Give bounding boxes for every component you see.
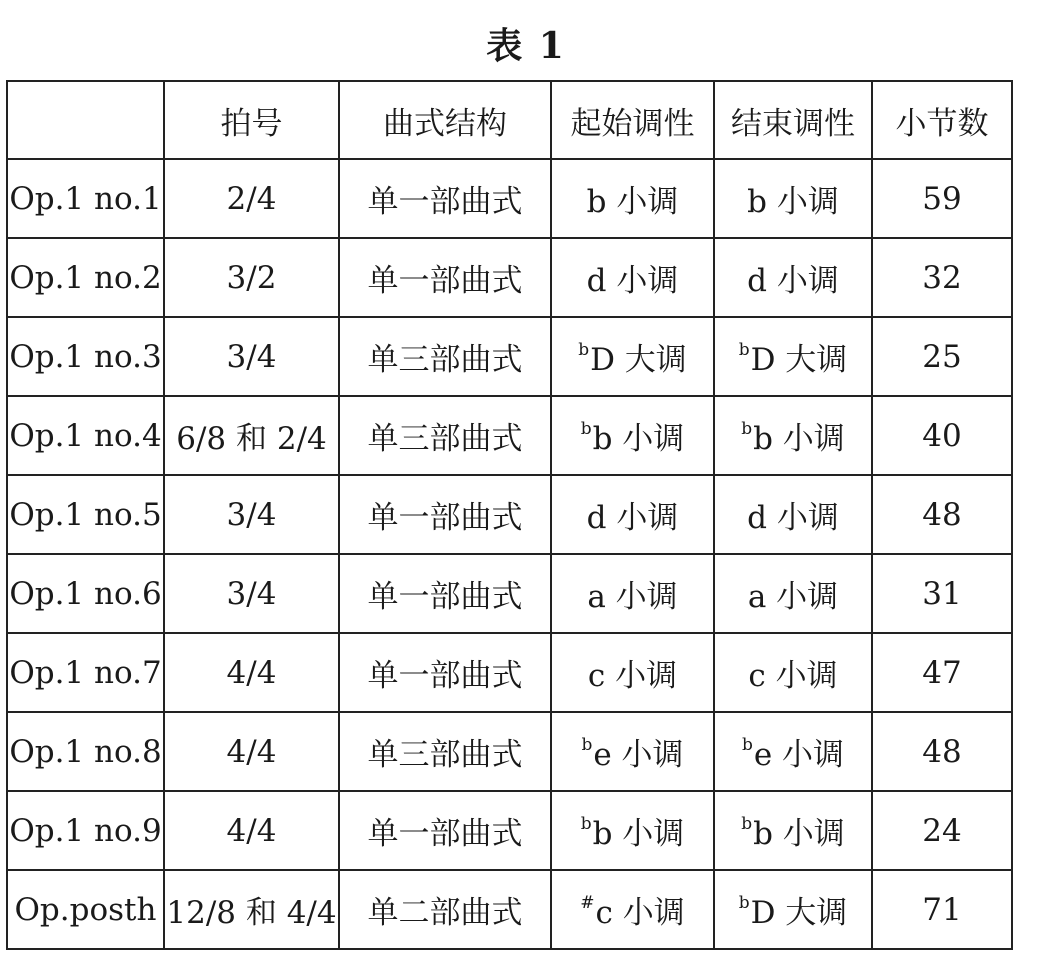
bars-value: 48 (922, 496, 962, 533)
start-key-cell (551, 475, 714, 554)
form-cell (339, 159, 551, 238)
end-key-cell (714, 870, 872, 949)
form-value: 单二部曲式 (367, 895, 523, 931)
meter-cell (164, 317, 339, 396)
meter-value: 4/4 (226, 654, 277, 691)
piece-label: Op.posth (14, 891, 157, 928)
form-cell (339, 238, 551, 317)
meter-cell (164, 870, 339, 949)
table-row (7, 475, 1012, 554)
start-key-cell (551, 317, 714, 396)
bars-value: 40 (922, 417, 962, 454)
bars-cell (872, 317, 1012, 396)
meter-cell (164, 712, 339, 791)
end-key-value: b 小调 (753, 421, 845, 457)
header-cell-end-key: 结束调性 (714, 81, 872, 159)
end-key-cell (714, 554, 872, 633)
end-key-accidental: b (741, 734, 753, 755)
start-key-value: b 小调 (586, 184, 679, 220)
start-key-value: a 小调 (587, 579, 678, 615)
meter-cell (164, 475, 339, 554)
key-table (6, 80, 1013, 950)
header-cell-bars: 小节数 (872, 81, 1012, 159)
form-cell (339, 554, 551, 633)
meter-cell (164, 554, 339, 633)
table-row (7, 159, 1012, 238)
start-key-cell (551, 633, 714, 712)
start-key-value: e 小调 (593, 737, 684, 773)
table-row (7, 633, 1012, 712)
piece-label: Op.1 no.9 (9, 812, 162, 849)
start-key-value: d 小调 (586, 500, 679, 536)
header-cell-start-key: 起始调性 (551, 81, 714, 159)
piece-cell (7, 554, 164, 633)
end-key-cell (714, 396, 872, 475)
bars-value: 32 (922, 259, 962, 296)
start-key-value: c 小调 (587, 658, 678, 694)
piece-label: Op.1 no.1 (9, 180, 162, 217)
form-value: 单一部曲式 (367, 184, 523, 220)
meter-value: 3/4 (226, 575, 277, 612)
end-key-cell (714, 317, 872, 396)
piece-cell (7, 396, 164, 475)
table-title: 表 1 (486, 25, 566, 67)
end-key-cell (714, 791, 872, 870)
bars-value: 25 (922, 338, 962, 375)
meter-value: 2/4 (226, 180, 277, 217)
piece-cell (7, 633, 164, 712)
form-value: 单一部曲式 (367, 579, 523, 615)
header-cell-meter: 拍号 (164, 81, 339, 159)
end-key-cell (714, 159, 872, 238)
form-value: 单三部曲式 (367, 342, 523, 378)
bars-cell (872, 791, 1012, 870)
end-key-cell (714, 712, 872, 791)
piece-label: Op.1 no.2 (9, 259, 162, 296)
meter-value: 4/4 (226, 733, 277, 770)
piece-label: Op.1 no.8 (9, 733, 162, 770)
piece-label: Op.1 no.7 (9, 654, 162, 691)
table-row (7, 238, 1012, 317)
form-cell (339, 317, 551, 396)
bars-cell (872, 159, 1012, 238)
bars-cell (872, 554, 1012, 633)
form-value: 单一部曲式 (367, 816, 523, 852)
form-cell (339, 791, 551, 870)
end-key-accidental: b (741, 418, 753, 439)
bars-cell (872, 475, 1012, 554)
piece-cell (7, 791, 164, 870)
end-key-cell (714, 238, 872, 317)
start-key-cell (551, 159, 714, 238)
table-row (7, 791, 1012, 870)
start-key-cell (551, 396, 714, 475)
bars-cell (872, 870, 1012, 949)
piece-cell (7, 238, 164, 317)
table-row (7, 317, 1012, 396)
start-key-cell (551, 870, 714, 949)
piece-cell (7, 159, 164, 238)
end-key-value: c 小调 (748, 658, 838, 694)
start-key-accidental: b (581, 734, 593, 755)
bars-value: 24 (922, 812, 962, 849)
form-value: 单一部曲式 (367, 500, 523, 536)
start-key-value: b 小调 (592, 421, 685, 457)
bars-value: 48 (922, 733, 962, 770)
meter-value: 3/4 (226, 496, 277, 533)
meter-cell (164, 396, 339, 475)
end-key-value: d 小调 (747, 500, 839, 536)
meter-value: 6/8 和 2/4 (176, 421, 327, 457)
end-key-cell (714, 633, 872, 712)
bars-value: 31 (922, 575, 962, 612)
header-cell-piece (7, 81, 164, 159)
header-row (7, 81, 1012, 159)
table-row (7, 554, 1012, 633)
meter-cell (164, 633, 339, 712)
bars-cell (872, 238, 1012, 317)
meter-value: 4/4 (226, 812, 277, 849)
form-cell (339, 396, 551, 475)
form-value: 单三部曲式 (367, 737, 523, 773)
start-key-accidental: # (580, 892, 595, 913)
form-value: 单一部曲式 (367, 658, 523, 694)
end-key-value: D 大调 (750, 342, 848, 378)
end-key-value: b 小调 (747, 184, 839, 220)
meter-cell (164, 791, 339, 870)
form-cell (339, 712, 551, 791)
end-key-value: d 小调 (747, 263, 839, 299)
bars-cell (872, 712, 1012, 791)
start-key-accidental: b (580, 418, 592, 439)
start-key-accidental: b (578, 339, 590, 360)
end-key-value: e 小调 (753, 737, 845, 773)
meter-value: 12/8 和 4/4 (166, 895, 337, 931)
piece-cell (7, 317, 164, 396)
bars-value: 71 (922, 891, 962, 928)
table-row (7, 870, 1012, 949)
piece-label: Op.1 no.3 (9, 338, 162, 375)
piece-label: Op.1 no.6 (9, 575, 162, 612)
form-cell (339, 475, 551, 554)
meter-cell (164, 159, 339, 238)
start-key-value: D 大调 (590, 342, 687, 378)
bars-cell (872, 396, 1012, 475)
bars-cell (872, 633, 1012, 712)
piece-cell (7, 870, 164, 949)
piece-label: Op.1 no.4 (9, 417, 162, 454)
meter-cell (164, 238, 339, 317)
start-key-cell (551, 554, 714, 633)
form-value: 单三部曲式 (367, 421, 523, 457)
start-key-value: d 小调 (586, 263, 679, 299)
header-cell-form: 曲式结构 (339, 81, 551, 159)
start-key-value: b 小调 (592, 816, 685, 852)
piece-cell (7, 475, 164, 554)
end-key-accidental: b (738, 339, 750, 360)
form-cell (339, 870, 551, 949)
end-key-accidental: b (741, 813, 753, 834)
meter-value: 3/2 (226, 259, 277, 296)
start-key-value: c 小调 (595, 895, 685, 931)
start-key-cell (551, 712, 714, 791)
table-row (7, 396, 1012, 475)
bars-value: 59 (922, 180, 962, 217)
end-key-cell (714, 475, 872, 554)
end-key-value: D 大调 (750, 895, 848, 931)
start-key-accidental: b (580, 813, 592, 834)
start-key-cell (551, 238, 714, 317)
meter-value: 3/4 (226, 338, 277, 375)
end-key-value: a 小调 (747, 579, 839, 615)
end-key-value: b 小调 (753, 816, 845, 852)
form-value: 单一部曲式 (367, 263, 523, 299)
piece-cell (7, 712, 164, 791)
bars-value: 47 (922, 654, 962, 691)
end-key-accidental: b (738, 892, 750, 913)
piece-label: Op.1 no.5 (9, 496, 162, 533)
start-key-cell (551, 791, 714, 870)
form-cell (339, 633, 551, 712)
table-row (7, 712, 1012, 791)
